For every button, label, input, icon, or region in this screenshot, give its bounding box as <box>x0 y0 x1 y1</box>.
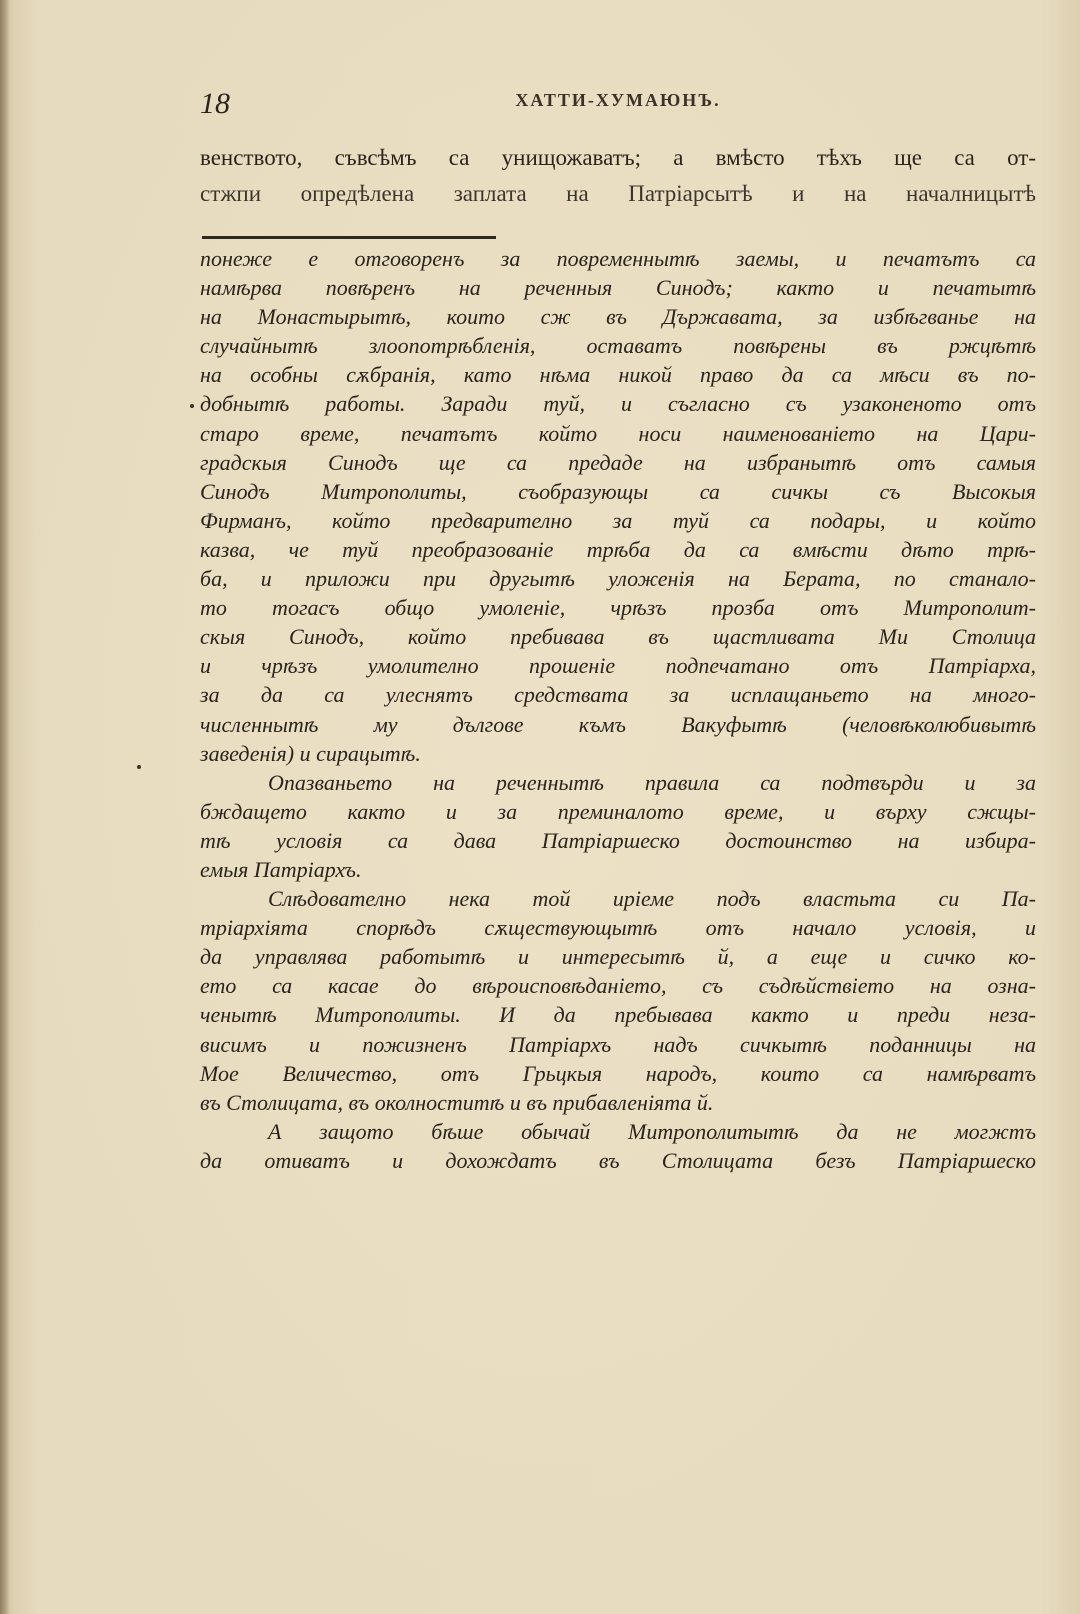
footnote-line: скыя Синодъ, който пребивава въ щастливата Ми Столица <box>200 624 1036 650</box>
footnote-line: Синодъ Митрополиты, съобразующы са сичкы съ Высокыя <box>200 478 1036 504</box>
footnote-line: Опазваньето на реченнытѣ правила са подтвърди и за <box>268 769 1036 795</box>
footnote-line: тѣ условія са дава Патріаршеско достоинство на избира- <box>200 827 1036 853</box>
footnote-line: ето са касае до вѣроисповѣданіето, съ съдѣйствіето на озна- <box>200 973 1036 999</box>
footnote-line: емыя Патріархъ. <box>200 856 362 882</box>
footnote-line: понеже е отговоренъ за повременнытѣ заемы, и печатътъ са <box>200 246 1036 271</box>
footnote-line: на Монастырытѣ, които сж въ Държавата, за избѣгванье на <box>200 304 1036 330</box>
footnote-line: старо време, печатътъ който носи наименованіето на Цари- <box>200 420 1036 446</box>
footnote-line: А защото бѣше обычай Митрополитытѣ да не могжтъ <box>268 1118 1036 1144</box>
footnote-paragraph <box>200 884 1036 1117</box>
footnote-divider <box>202 236 496 239</box>
footnote-paragraph <box>200 768 1036 884</box>
footnote-line: висимъ и пожизненъ Патріархъ надъ сичкытѣ поданницы на <box>200 1031 1036 1057</box>
footnote-line: казва, че туй преобразованіе трѣба да са вмѣсти дѣто трѣ- <box>200 536 1036 562</box>
page-header <box>200 86 1036 122</box>
ink-speck <box>137 765 141 769</box>
footnote-line: ченытѣ Митрополиты. И да пребывава както и преди неза- <box>200 1002 1036 1028</box>
ink-speck <box>190 404 194 408</box>
footnote-line: да управлява работытѣ и интересытѣ й, а еще и сичко ко- <box>200 944 1036 970</box>
footnote-line: на особны сѫбранія, като нѣма никой право да са мѣси въ по- <box>200 362 1036 388</box>
footnote-line: да отиватъ и дохождатъ въ Столицата безъ Патріаршеско <box>200 1147 1036 1173</box>
footnote-line: Мое Величество, отъ Грьцкыя народъ, които са намѣрватъ <box>200 1060 1036 1086</box>
footnote-line: Фирманъ, който предварително за туй са подары, и който <box>200 507 1036 533</box>
footnote-line: градскыя Синодъ ще са предаде на избранытѣ отъ самыя <box>200 449 1036 475</box>
footnote-line: численнытѣ му дългове къмъ Вакуфытѣ (человѣколюбивытѣ <box>200 711 1036 737</box>
footnote-line: то тогасъ общо умоленіе, чрѣзъ прозба отъ Митрополит- <box>200 595 1036 621</box>
footnote-block <box>200 244 1036 1175</box>
footnote-line: за да са улеснятъ средствата за исплащаньето на много- <box>200 682 1036 708</box>
footnote-line: ба, и приложи при другытѣ уложенія на Берата, по станало- <box>200 566 1036 592</box>
footnote-line: бждащето както и за преминалото време, и върху сжщы- <box>200 798 1036 824</box>
footnote-line: намѣрва повѣренъ на реченныя Синодъ; както и печатытѣ <box>200 275 1036 301</box>
footnote-line: заведенія) и сирацытѣ. <box>200 740 421 766</box>
footnote-line: и чрѣзъ умолително прошеніе подпечатано отъ Патріарха, <box>200 653 1036 679</box>
main-text-block <box>200 140 1036 212</box>
footnote-line: тріархіята спорѣдъ сѫществующытѣ отъ начало условія, и <box>200 915 1036 941</box>
book-binding-edge <box>0 0 10 1614</box>
footnote-paragraph <box>200 1117 1036 1175</box>
main-text-line: стжпи опредѣлена заплата на Патріарсытѣ и на началницытѣ <box>200 181 1036 206</box>
footnote-line: Слѣдователно нека той иріеме подъ властьта си Па- <box>268 886 1036 912</box>
page-number: 18 <box>200 87 230 120</box>
running-title: ХАТТИ-ХУМАЮНЪ. <box>515 90 721 110</box>
footnote-line: добнытѣ работы. Заради туй, и съгласно съ узаконеното отъ <box>200 391 1036 417</box>
footnote-paragraph <box>200 244 1036 768</box>
main-text-line: венството, съвсѣмъ са унищожаватъ; а вмѣсто тѣхъ ще са от- <box>200 145 1036 170</box>
footnote-line: случайнытѣ злоопотрѣбленія, оставатъ повѣрены въ ржцѣтѣ <box>200 333 1036 359</box>
footnote-line: въ Столицата, въ околноститѣ и въ прибавленіята й. <box>200 1089 714 1115</box>
